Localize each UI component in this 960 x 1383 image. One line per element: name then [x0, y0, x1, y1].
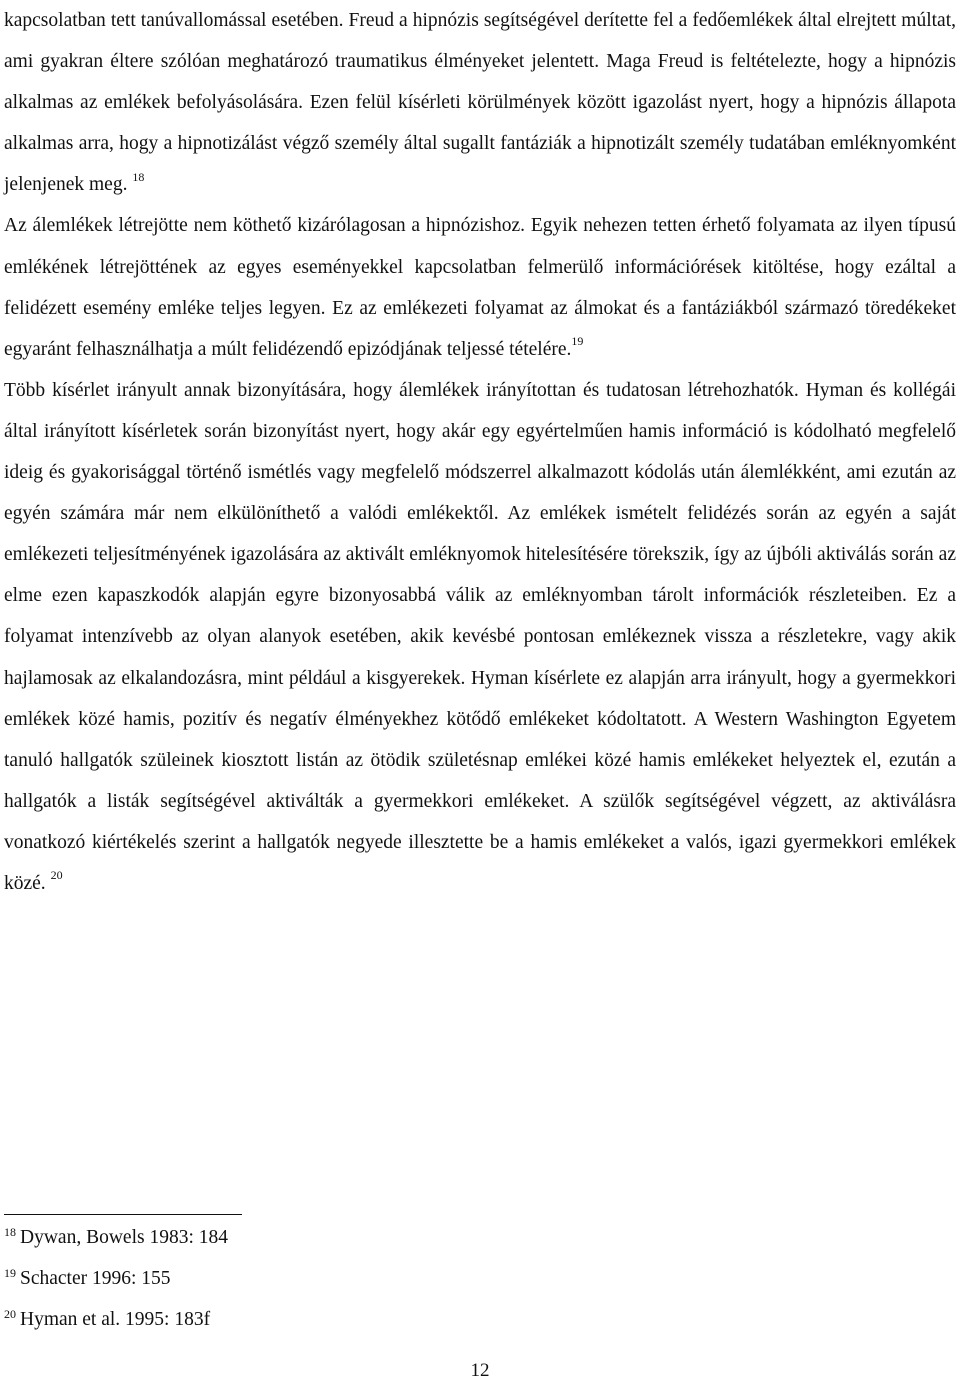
footnote-ref-19: 19	[571, 334, 584, 349]
footnote-text: Schacter 1996: 155	[20, 1268, 171, 1289]
paragraph-3	[4, 370, 956, 904]
paragraph-2-text: Az álemlékek létrejötte nem köthető kizárólagosan a hipnózishoz. Egyik nehezen tetten érhető folyamata az ilyen típusú emlékének létrejöttének az egyes eseményekkel kapcsolatban felmerülő információrések kitöltése, hogy ezáltal a felidézett esemény emléke teljes legyen. Ez az emlékezeti folyamat az álmokat és a fantáziákból származó töredékeket egyaránt felhasználhatja a múlt felidézendő epizódjának teljessé tételére.	[4, 215, 956, 360]
footnote-18	[4, 1217, 604, 1258]
footnote-divider	[4, 1214, 242, 1215]
paragraph-1	[4, 0, 956, 205]
main-text	[4, 0, 956, 904]
page-body	[4, 0, 956, 904]
paragraph-2	[4, 205, 956, 369]
footnote-text: Hyman et al. 1995: 183f	[20, 1309, 211, 1330]
footnote-number: 20	[4, 1306, 16, 1321]
footnote-number: 18	[4, 1224, 16, 1239]
footnote-ref-20: 20	[50, 868, 63, 883]
footnotes	[4, 1217, 604, 1340]
footnote-number: 19	[4, 1265, 16, 1280]
footnote-text: Dywan, Bowels 1983: 184	[20, 1227, 228, 1248]
footnote-ref-18: 18	[132, 169, 145, 184]
page-number: 12	[470, 1360, 490, 1381]
footnote-19	[4, 1258, 604, 1299]
paragraph-3-text: Több kísérlet irányult annak bizonyítására, hogy álemlékek irányítottan és tudatosan létrehozhatók. Hyman és kollégái által irányított kísérletek során bizonyítást nyert, hogy akár egy egyértelműen hamis információ is kódolható megfelelő ideig és gyakorisággal történő ismétlés vagy megfelelő módszerrel alkalmazott kódolás után álemlékként, ami ezután az egyén számára már nem elkülöníthető a valódi emlékektől. Az emlékek ismételt felidézés során az egyén a saját emlékezeti teljesítményének igazolására az aktivált emléknyomok hitelesítésére törekszik, így az újbóli aktiválás során az elme ezen kapaszkodók alapján egyre bizonyosabbá válik az emléknyomban tárolt információk részleteiben. Ez a folyamat intenzívebb az olyan alanyok esetében, akik kevésbé pontosan emlékeznek vissza a részletekre, vagy akik hajlamosak az elkalandozásra, mint például a kisgyerekek. Hyman kísérlete ez alapján arra irányult, hogy a gyermekkori emlékek közé hamis, pozitív és negatív élményekhez kötődő emlékeket kódoltatott. A Western Washington Egyetem tanuló hallgatók szüleinek kiosztott listán az ötödik születésnap emlékei közé hamis emlékeket helyeztek el, ezután a hallgatók a listák segítségével aktiválták a gyermekkori emlékeket. A szülők segítségével végzett, az aktiválásra vonatkozó kiértékelés szerint a hallgatók negyede illesztette be a hamis emlékeket a valós, igazi gyermekkori emlékek közé.	[4, 379, 956, 894]
paragraph-1-text: kapcsolatban tett tanúvallomással esetében. Freud a hipnózis segítségével derítette fel a fedőemlékek által elrejtett múltat, ami gyakran éltere szólóan meghatározó traumatikus élményeket jelentett. Maga Freud is feltételezte, hogy a hipnózis alkalmas az emlékek befolyásolására. Ezen felül kísérleti körülmények között igazolást nyert, hogy a hipnózis állapota alkalmas arra, hogy a hipnotizálást végző személy által sugallt fantáziák a hipnotizált személy tudatában emléknyomként jelenjenek meg.	[4, 10, 956, 196]
footnote-20	[4, 1299, 604, 1340]
